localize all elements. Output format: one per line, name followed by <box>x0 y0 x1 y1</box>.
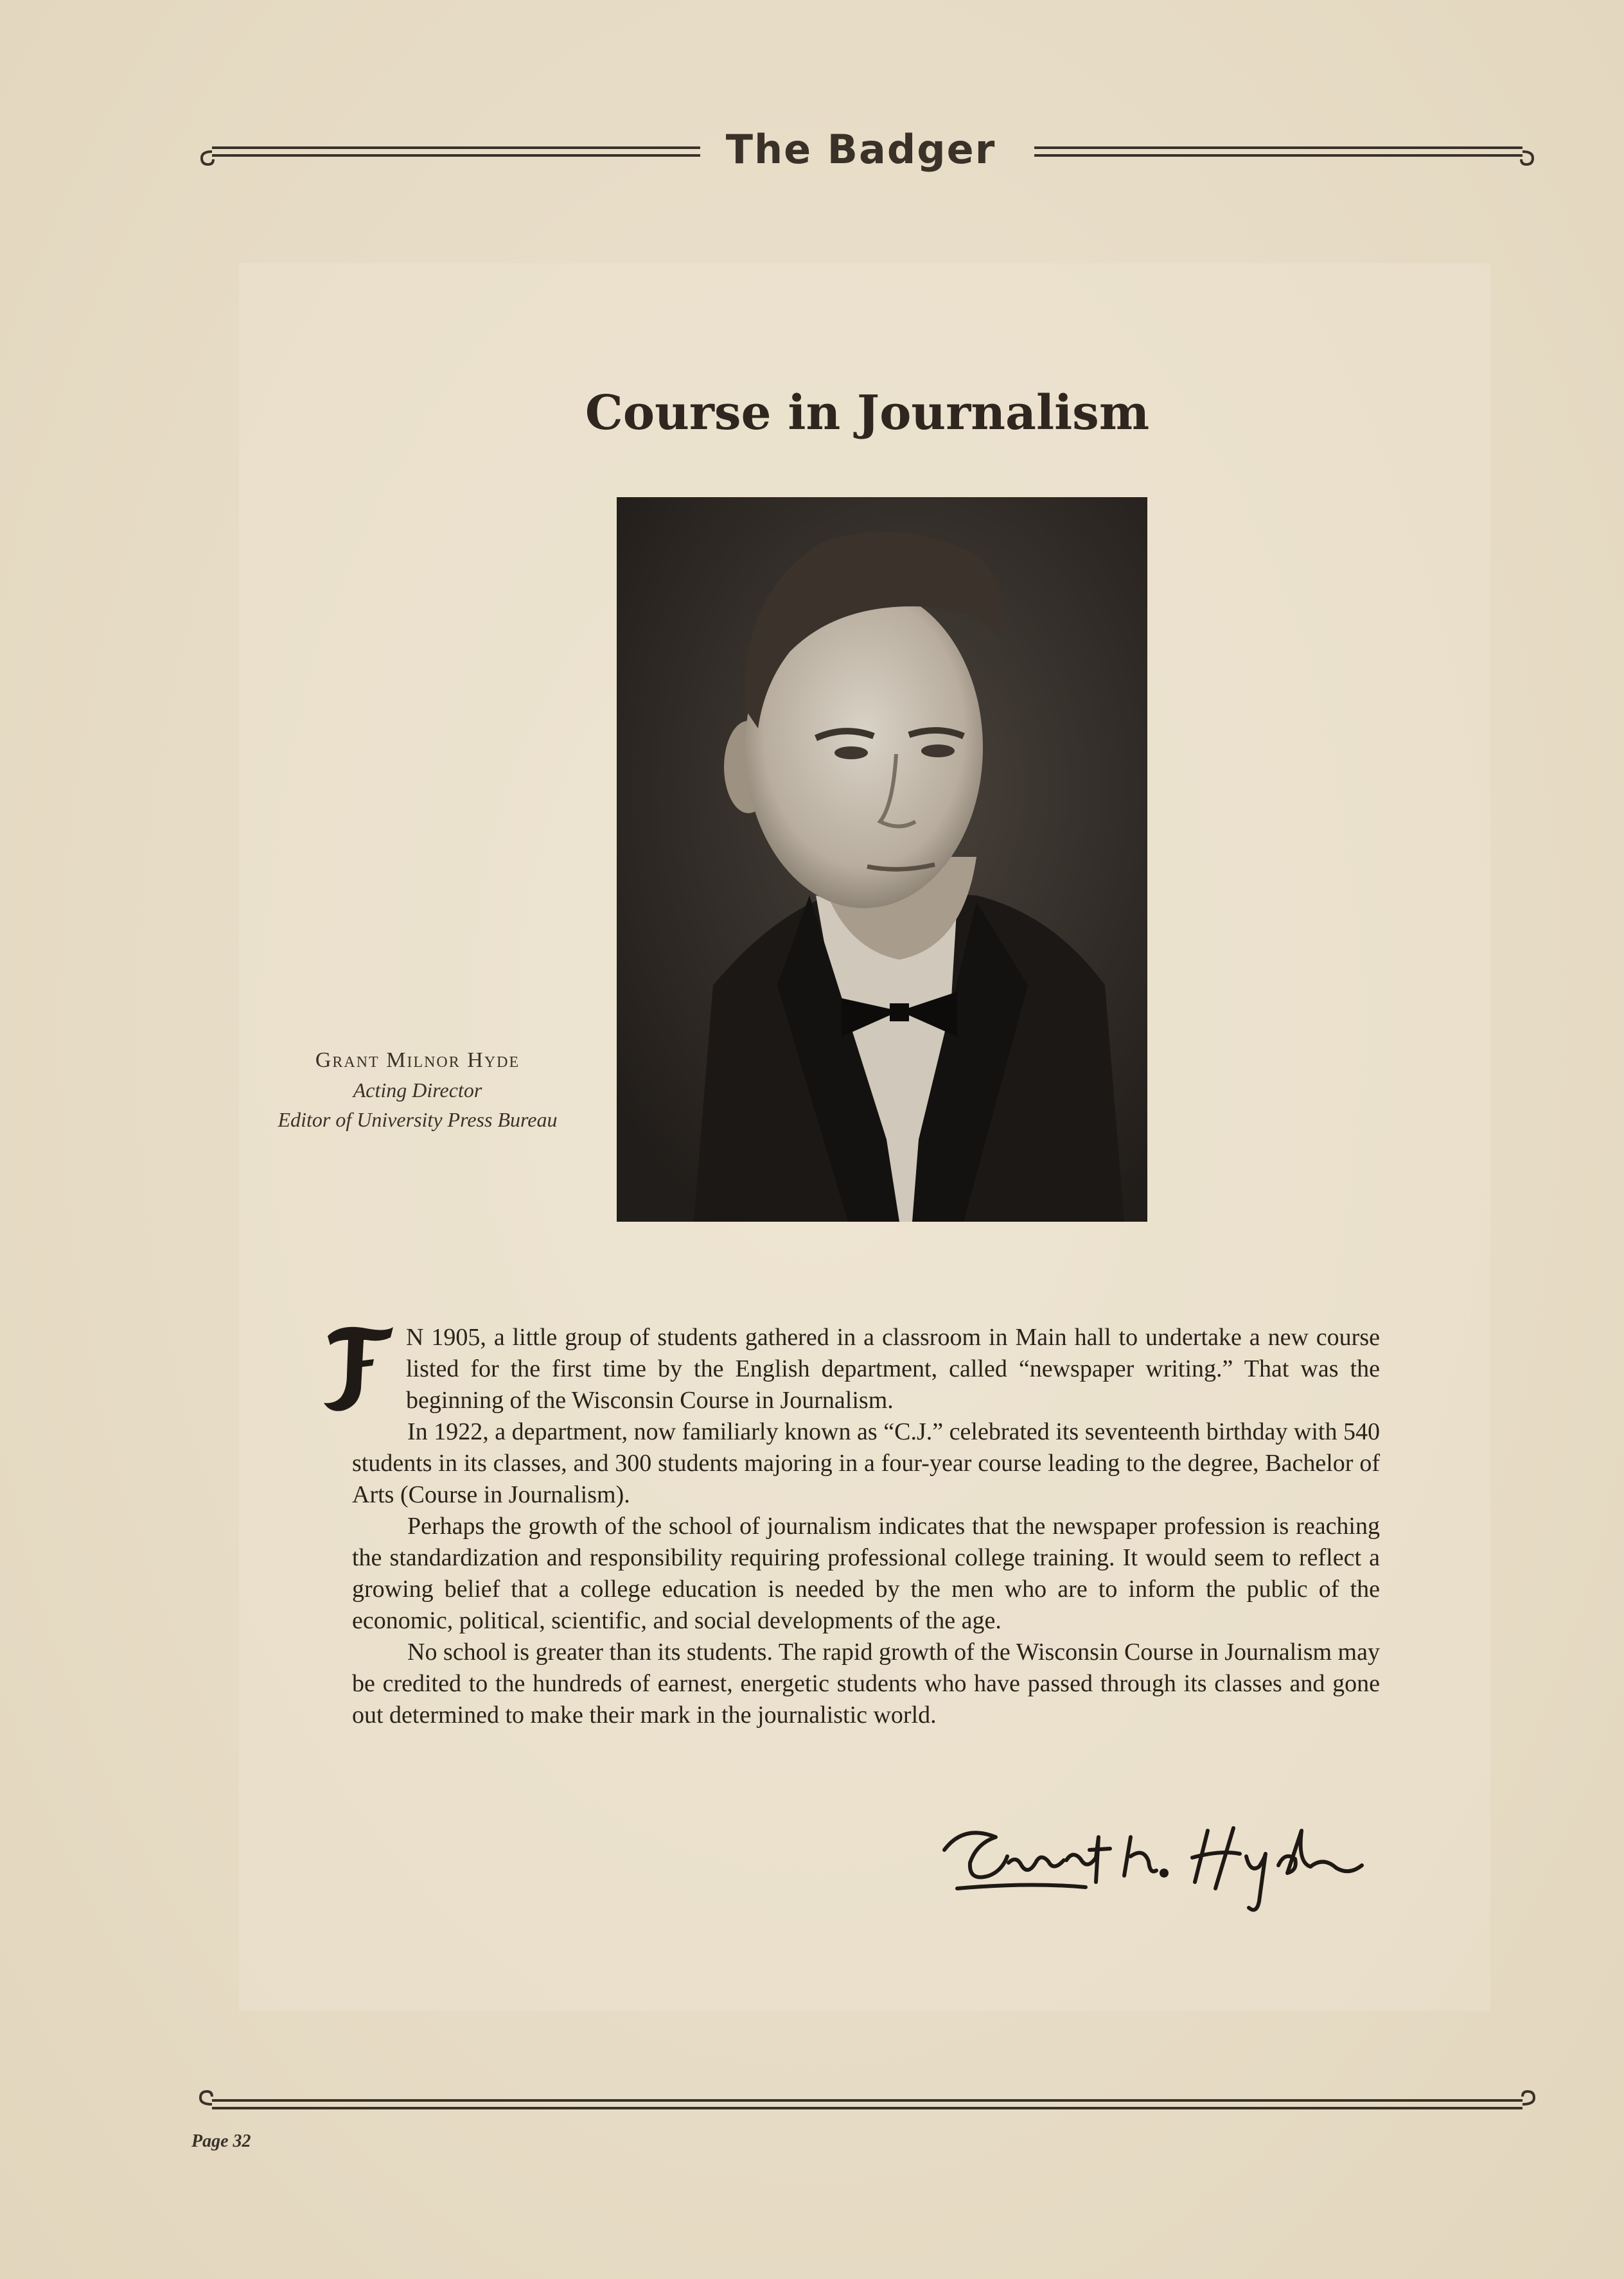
portrait-photo <box>617 497 1147 1222</box>
caption-role-editor: Editor of University Press Bureau <box>278 1108 558 1131</box>
signature <box>938 1811 1388 1921</box>
running-head: The Badger <box>725 126 996 173</box>
footer-rule <box>193 2086 1542 2125</box>
paragraph-2: In 1922, a department, now familiarly known as “C.J.” celebrated its seventeenth birthday with 540 students in its classes, and 300 students majoring in a four-year course leading to the degree, Bachelor of Arts (Course in Journalism). <box>352 1418 1380 1508</box>
paragraph-1-text: N 1905, a little group of students gathered in a classroom in Main hall to undertake a new course listed for the first time by the English department, called “newspaper writing.” That was the beginning of the Wisconsin Course in Journalism. <box>406 1324 1380 1414</box>
article-title: Course in Journalism <box>585 385 1150 441</box>
drop-cap-letter <box>321 1323 398 1413</box>
paragraph-4: No school is greater than its students. The rapid growth of the Wisconsin Course in Journalism may be credited to the hundreds of earnest, energetic students who have passed through its classes and gone out determined to make their mark in the journalistic world. <box>352 1639 1380 1729</box>
caption-role-acting-director: Acting Director <box>353 1078 482 1102</box>
article-body <box>352 1322 1380 1731</box>
paragraph-1 <box>352 1322 1380 1416</box>
caption-name: Grant Milnor Hyde <box>315 1048 520 1072</box>
portrait-caption <box>244 1046 591 1134</box>
page-number: Page 32 <box>191 2131 251 2151</box>
paragraph-3: Perhaps the growth of the school of journalism indicates that the newspaper profession is reaching the standardization and responsibility requiring professional college training. It would seem to reflect a growing belief that a college education is needed by the men who are to inform the public of the economic, political, scientific, and social developments of the age. <box>352 1513 1380 1634</box>
